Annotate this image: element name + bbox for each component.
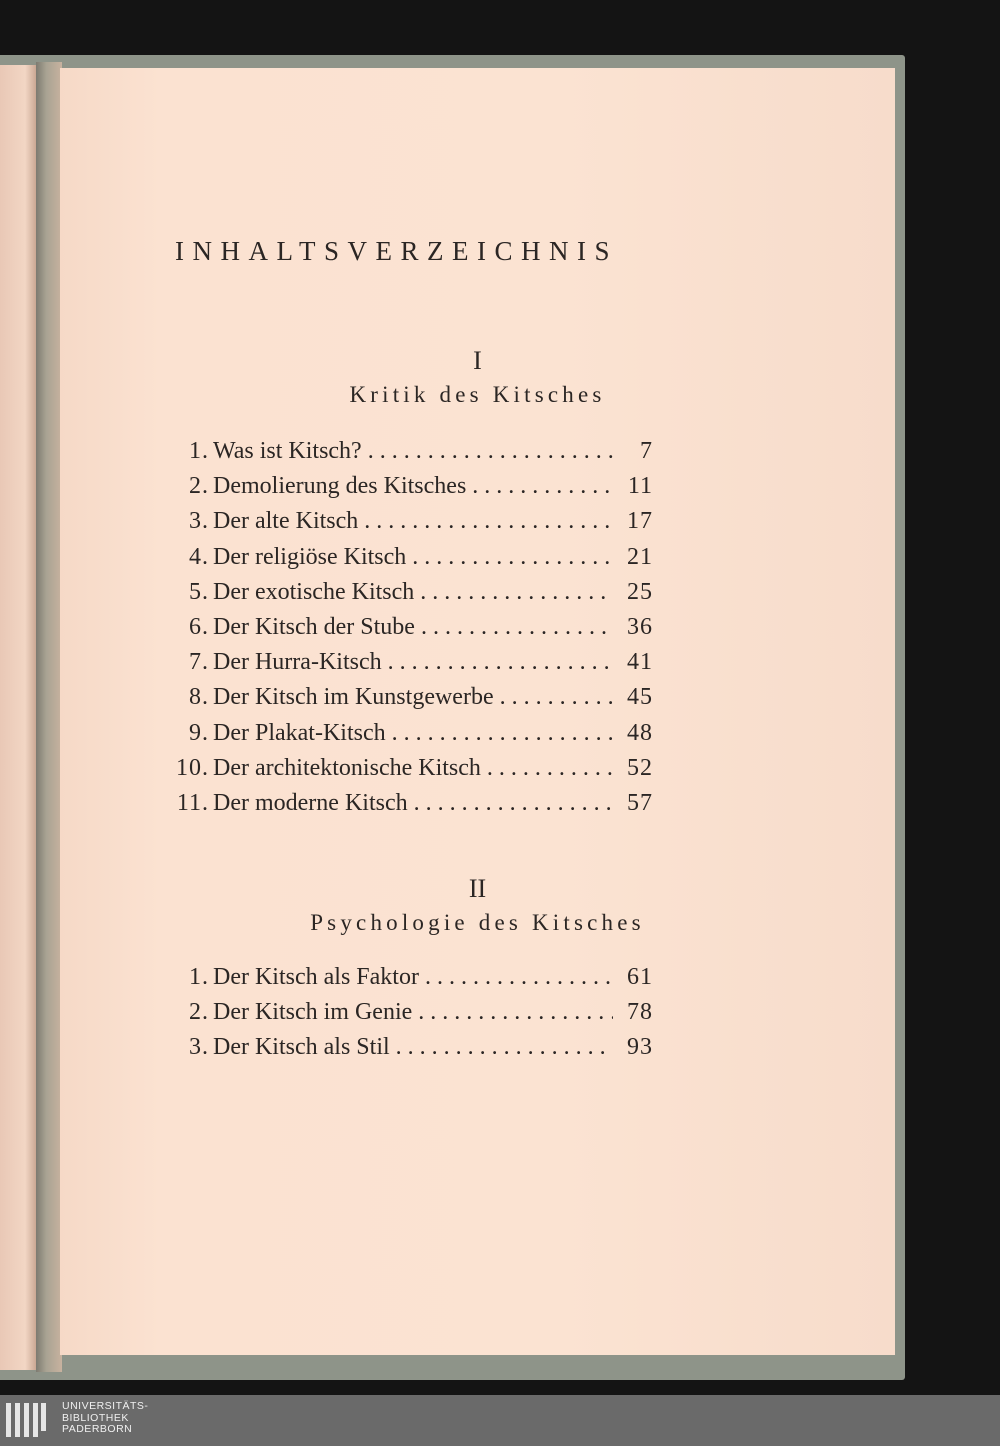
part-number: I (473, 346, 482, 375)
library-logo-icon (6, 1403, 46, 1439)
toc-entry (175, 964, 655, 999)
entry-page-number: 21 (627, 543, 653, 570)
entry-title: Der alte Kitsch . . . (213, 508, 613, 535)
book-page (60, 68, 895, 1355)
toc-entry (175, 1034, 655, 1069)
entry-page-number: 17 (627, 508, 653, 535)
entry-page-number: 41 (627, 649, 653, 676)
entry-page-number: 78 (627, 999, 653, 1026)
toc-entry (175, 579, 655, 614)
entry-page-number: 25 (627, 578, 653, 605)
entry-number: 8. (189, 684, 209, 711)
entry-number: 2. (189, 999, 209, 1026)
toc-entry (175, 755, 655, 790)
toc-entry (175, 508, 655, 543)
entry-title: Der religiöse Kitsch . . . (213, 544, 613, 571)
entry-page-number: 36 (627, 613, 653, 640)
entry-title: Der architektonische Kitsch . . . (213, 755, 613, 782)
entry-page-number: 11 (627, 473, 653, 500)
entry-title: Der Hurra-Kitsch . . . (213, 649, 613, 676)
book-gutter (36, 62, 62, 1372)
entry-title: Demolierung des Kitsches . . . (213, 473, 613, 500)
left-page-edge (0, 65, 36, 1370)
entry-page-number: 45 (627, 684, 653, 711)
entry-number: 3. (189, 508, 209, 535)
entry-number: 11. (176, 789, 209, 816)
library-name-line: PADERBORN (62, 1423, 133, 1435)
toc-entry (175, 999, 655, 1034)
entry-title: Der Kitsch im Genie . . . (213, 999, 613, 1026)
entry-number: 5. (189, 578, 209, 605)
entry-number: 1. (189, 438, 209, 464)
library-name (62, 1401, 148, 1436)
toc-entry (175, 684, 655, 719)
entry-page-number: 61 (627, 964, 653, 990)
entry-page-number: 57 (627, 789, 653, 816)
entry-page-number: 48 (627, 719, 653, 746)
entry-title: Der Plakat-Kitsch . . . (213, 720, 613, 747)
part-title: Psychologie des Kitsches (310, 910, 645, 935)
library-footer (0, 1395, 1000, 1446)
part-number: II (468, 874, 487, 903)
toc-entry (175, 544, 655, 579)
entry-title: Der Kitsch als Faktor . . . (213, 964, 613, 991)
toc-entry (175, 473, 655, 508)
library-name-line: BIBLIOTHEK (62, 1411, 129, 1424)
entry-number: 10. (176, 754, 209, 781)
entry-number: 6. (189, 613, 209, 640)
entry-title: Der Kitsch der Stube . . . (213, 614, 613, 641)
library-name-line: UNIVERSITÄTS- (62, 1400, 149, 1412)
entry-page-number: 7 (640, 438, 653, 464)
entry-number: 9. (189, 719, 209, 746)
entry-number: 4. (189, 543, 209, 570)
entry-title: Der Kitsch im Kunstgewerbe . . . (213, 684, 613, 711)
toc-list (175, 438, 655, 825)
entry-number: 7. (189, 649, 209, 676)
toc-entry (175, 649, 655, 684)
entry-title: Der exotische Kitsch . . . (213, 579, 613, 606)
entry-number: 3. (189, 1034, 209, 1061)
page-title: INHALTSVERZEICHNIS (175, 236, 618, 266)
entry-number: 1. (189, 964, 209, 990)
toc-entry (175, 438, 655, 473)
entry-number: 2. (189, 473, 209, 500)
toc-list (175, 964, 655, 1070)
entry-page-number: 52 (627, 754, 653, 781)
toc-entry (175, 790, 655, 825)
toc-entry (175, 720, 655, 755)
entry-title: Was ist Kitsch? . . . (213, 438, 613, 465)
part-title: Kritik des Kitsches (349, 382, 606, 407)
entry-title: Der Kitsch als Stil . . . (213, 1034, 613, 1061)
entry-title: Der moderne Kitsch . . . (213, 790, 613, 817)
entry-page-number: 93 (627, 1034, 653, 1061)
toc-entry (175, 614, 655, 649)
